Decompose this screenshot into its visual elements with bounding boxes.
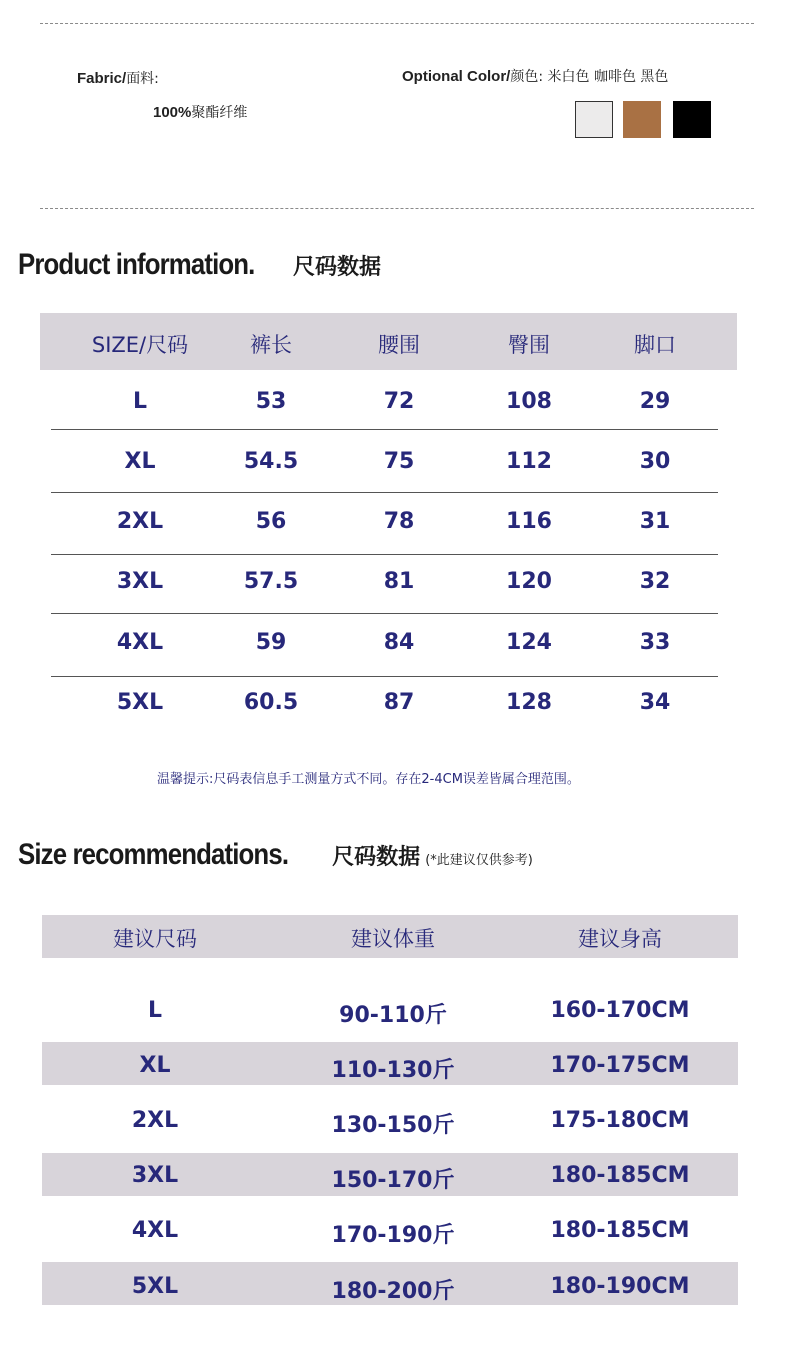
recommendation-cell-size: L — [147, 998, 163, 1023]
recommendation-cell-weight: 110-130斤 — [331, 1058, 455, 1083]
color-swatch-coffee — [623, 101, 661, 138]
size-table-cell-waist: 81 — [383, 569, 415, 594]
size-table-cell-length: 59 — [255, 630, 287, 655]
size-table-cell-hem: 31 — [639, 509, 671, 534]
size-table-cell-length: 60.5 — [243, 690, 299, 715]
size-table-cell-hem: 34 — [639, 690, 671, 715]
size-table-cell-hem: 29 — [639, 389, 671, 414]
size-table-header-hem: 脚口 — [634, 333, 676, 357]
size-table-cell-length: 56 — [255, 509, 287, 534]
size-table-cell-waist: 87 — [383, 690, 415, 715]
recommendation-cell-size: 5XL — [131, 1274, 179, 1299]
recommendation-cell-weight: 170-190斤 — [331, 1223, 455, 1248]
top-divider — [40, 23, 754, 24]
size-table-row-divider — [51, 492, 718, 493]
recommendation-cell-height: 180-190CM — [550, 1274, 690, 1299]
recommendation-cell-weight: 130-150斤 — [331, 1113, 455, 1138]
color-swatch-black — [673, 101, 711, 138]
size-table-row-divider — [51, 554, 718, 555]
size-table-cell-size: L — [132, 389, 148, 414]
size-table-cell-length: 54.5 — [243, 449, 299, 474]
color-swatch-off-white — [575, 101, 613, 138]
recommendation-cell-size: 4XL — [131, 1218, 179, 1243]
recommendation-cell-weight: 90-110斤 — [339, 1003, 447, 1028]
size-table-cell-hip: 124 — [506, 630, 552, 655]
size-table-cell-hem: 32 — [639, 569, 671, 594]
size-table-cell-size: 3XL — [116, 569, 164, 594]
size-table-cell-waist: 75 — [383, 449, 415, 474]
size-table-cell-hip: 120 — [506, 569, 552, 594]
middle-divider — [40, 208, 754, 209]
recommendation-cell-height: 160-170CM — [550, 998, 690, 1023]
size-table-header-size: SIZE/尺码 — [91, 333, 189, 357]
recommendation-header-size: 建议尺码 — [113, 927, 197, 951]
size-table-cell-hip: 116 — [506, 509, 552, 534]
recommendation-header-height: 建议身高 — [578, 927, 662, 951]
size-table-cell-hip: 128 — [506, 690, 552, 715]
product-info-heading: Product information. 尺码数据 — [18, 248, 382, 281]
size-table-cell-size: 4XL — [116, 630, 164, 655]
size-table-header-hip: 臀围 — [508, 333, 550, 357]
recommendation-cell-height: 175-180CM — [550, 1108, 690, 1133]
recommendation-cell-weight: 180-200斤 — [331, 1279, 455, 1304]
size-table-cell-hip: 112 — [506, 449, 552, 474]
size-table-cell-hip: 108 — [506, 389, 552, 414]
size-table-cell-size: 2XL — [116, 509, 164, 534]
recommendation-cell-size: XL — [139, 1053, 171, 1078]
size-table-cell-length: 53 — [255, 389, 287, 414]
size-table-cell-hem: 33 — [639, 630, 671, 655]
size-table-cell-length: 57.5 — [243, 569, 299, 594]
size-table-header-waist: 腰围 — [378, 333, 420, 357]
recommendation-cell-size: 3XL — [131, 1163, 179, 1188]
recommendation-cell-height: 180-185CM — [550, 1218, 690, 1243]
size-table-cell-hem: 30 — [639, 449, 671, 474]
fabric-label: Fabric/面料: — [77, 70, 159, 87]
recommendation-cell-weight: 150-170斤 — [331, 1168, 455, 1193]
size-table-cell-waist: 78 — [383, 509, 415, 534]
size-recommendations-heading: Size recommendations. 尺码数据 (*此建议仅供参考) — [18, 838, 533, 871]
color-options-label: Optional Color/颜色: 米白色 咖啡色 黑色 — [402, 68, 669, 85]
size-table-row-divider — [51, 613, 718, 614]
recommendation-cell-size: 2XL — [131, 1108, 179, 1133]
size-table-row-divider — [51, 676, 718, 677]
size-table-cell-size: 5XL — [116, 690, 164, 715]
fabric-value: 100%聚酯纤维 — [153, 104, 248, 121]
size-table-cell-waist: 84 — [383, 630, 415, 655]
recommendation-cell-height: 180-185CM — [550, 1163, 690, 1188]
size-table-row-divider — [51, 429, 718, 430]
recommendation-header-weight: 建议体重 — [351, 927, 435, 951]
measurement-tip: 温馨提示:尺码表信息手工测量方式不同。存在2-4CM误差皆属合理范围。 — [157, 772, 580, 787]
size-table-header-length: 裤长 — [250, 333, 292, 357]
recommendation-cell-height: 170-175CM — [550, 1053, 690, 1078]
size-table-cell-waist: 72 — [383, 389, 415, 414]
size-table-cell-size: XL — [124, 449, 156, 474]
